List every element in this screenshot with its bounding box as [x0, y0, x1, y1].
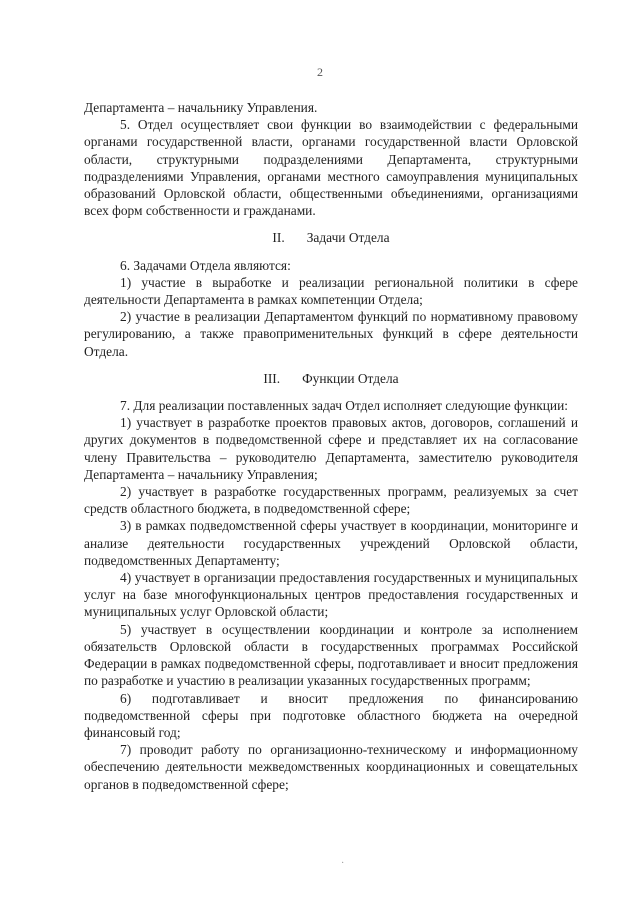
- function-item: 5) участвует в осуществлении координации и контроле за исполнением обязательств Орловской области в государственных программах Российской Федерации в рамках подведомственной сферы, подготавливает и вносит предложения по разработке и участию в реализации указанных государственных программ;: [84, 621, 578, 689]
- function-item: 4) участвует в организации предоставления государственных и муниципальных услуг на базе многофункциональных центров предоставления государственных и муниципальных услуг Орловской области;: [84, 570, 578, 620]
- function-item: 7) проводит работу по организационно-техническому и информационному обеспечению деятельности межведомственных координационных и совещательных органов в подведомственной сфере;: [84, 742, 578, 792]
- page-number: 2: [317, 65, 323, 79]
- document-body: [84, 99, 578, 793]
- task-item: 2) участие в реализации Департаментом функций по нормативному правовому регулированию, а также правоприменительных функций в сфере деятельности Отдела.: [84, 309, 578, 359]
- paragraph-point-5: 5. Отдел осуществляет свои функции во взаимодействии с федеральными органами государственной власти, органами государственной власти Орловской области, структурными подразделениями Департамента, структурными подразделениями Управления, органами местного самоуправления муниципальных образований Орловской области, общественными объединениями, организациями всех форм собственности и гражданами.: [84, 117, 578, 219]
- section-title: Задачи Отдела: [306, 230, 390, 246]
- function-item: 1) участвует в разработке проектов правовых актов, договоров, соглашений и других документов в подведомственной сфере и представляет их на согласование члену Правительства – руководителю Департамента, заместителю руководителя Департамента – начальнику Управления;: [84, 415, 578, 482]
- paragraph-point-6: 6. Задачами Отдела являются:: [120, 257, 291, 273]
- section-title: Функции Отдела: [302, 370, 399, 386]
- scan-mark: ·: [341, 858, 345, 869]
- section-number: III.: [263, 370, 281, 386]
- paragraph-point-7: 7. Для реализации поставленных задач Отдел исполняет следующие функции:: [120, 398, 568, 414]
- function-item: 6) подготавливает и вносит предложения по финансированию подведомственной сферы при подготовке областного бюджета на очередной финансовый год;: [84, 690, 578, 740]
- section-number: II.: [272, 230, 285, 246]
- function-item: 2) участвует в разработке государственных программ, реализуемых за счет средств областного бюджета, в подведомственной сфере;: [84, 484, 578, 517]
- intro-line: Департамента – начальнику Управления.: [84, 100, 318, 115]
- section-heading-functions: [84, 370, 578, 387]
- task-item: 1) участие в выработке и реализации региональной политики в сфере деятельности Департамента в рамках компетенции Отдела;: [84, 274, 578, 308]
- section-heading-tasks: [84, 229, 578, 246]
- function-item: 3) в рамках подведомственной сферы участвует в координации, мониторинге и анализе деятельности государственных учреждений Орловской области, подведомственных Департаменту;: [84, 518, 578, 568]
